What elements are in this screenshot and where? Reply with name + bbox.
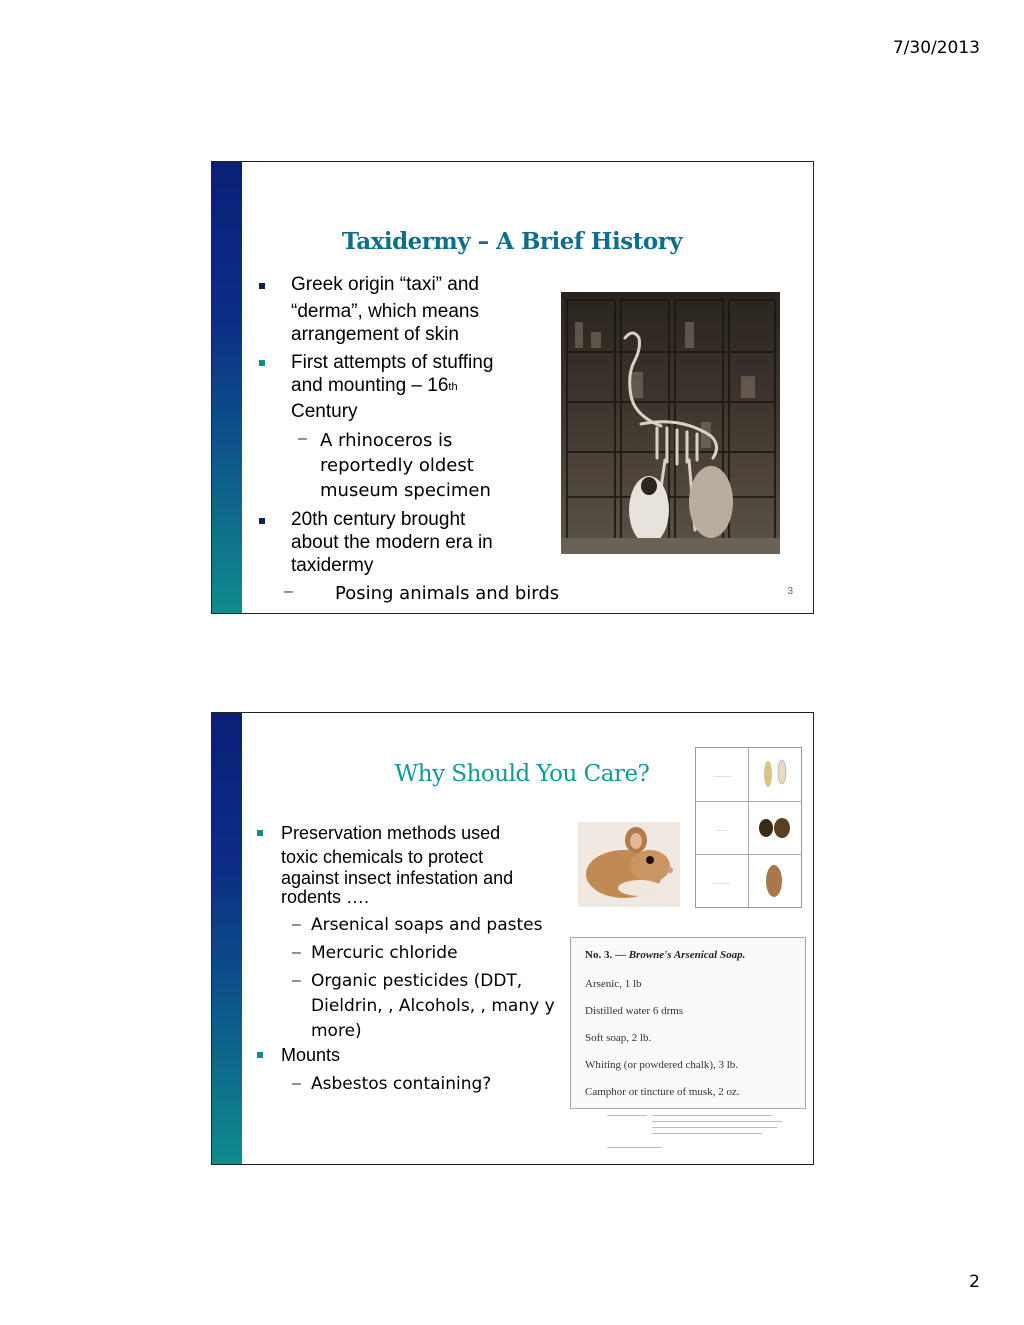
bullet-icon [259, 283, 265, 289]
bullet-icon [257, 830, 263, 836]
bullet-text-preservation: Preservation methods used toxic chemicals to protect against insect infestation and rodents …. [281, 823, 514, 907]
bullet-text-20th-century: 20th century brought about the modern era in taxidermy [291, 509, 493, 576]
caption-line [652, 1133, 762, 1134]
mouse-photo [578, 822, 680, 907]
slide-why-care [211, 712, 814, 1165]
dash-icon: – [292, 916, 301, 933]
dash-icon: – [292, 972, 301, 989]
bullet-icon [259, 360, 265, 366]
bullet-icon [259, 518, 265, 524]
sub-bullet-arsenical: Arsenical soaps and pastes [311, 915, 543, 935]
bullet-text-mounts: Mounts [281, 1045, 341, 1065]
page-date: 7/30/2013 [892, 38, 980, 58]
sub-bullet-rhinoceros: A rhinoceros is reportedly oldest museum specimen [320, 430, 491, 501]
dash-icon: – [292, 944, 301, 961]
caption-line [607, 1115, 647, 1116]
caption-line [652, 1121, 782, 1122]
slide-title: Why Should You Care? [394, 761, 650, 787]
bullet-text-greek-origin: Greek origin “taxi” and “derma”, which means arrangement of skin [291, 274, 479, 345]
dash-icon: – [298, 430, 307, 447]
slide-title: Taxidermy – A Brief History [341, 228, 683, 255]
slide-accent-bar [212, 713, 242, 1164]
museum-specimens-photo [561, 292, 780, 554]
slide-number: 3 [787, 586, 793, 597]
caption-line [652, 1115, 772, 1116]
sub-bullet-asbestos: Asbestos containing? [311, 1074, 492, 1094]
page-number: 2 [969, 1272, 980, 1292]
arsenical-soap-recipe: No. 3. — Browne's Arsenical Soap. Arsenic, 1 lb Distilled water 6 drms Soft soap, 2 lb. Whiting (or powdered chalk), 3 lb. Camphor or tincture of musk, 2 oz. [570, 937, 806, 1109]
slide-taxidermy-history [211, 161, 814, 614]
dash-icon: – [292, 1075, 301, 1092]
sub-bullet-mercuric: Mercuric chloride [311, 943, 458, 963]
sub-bullet-organic: Organic pesticides (DDT, Dieldrin, , Alcohols, , many y more) [311, 971, 555, 1041]
slide-accent-bar [212, 162, 242, 613]
bullet-icon [257, 1052, 263, 1058]
sub-bullet-posing: Posing animals and birds [335, 583, 560, 604]
caption-line [652, 1127, 777, 1128]
dash-icon: – [284, 583, 293, 600]
bullet-text-first-attempts: First attempts of stuffing and mounting – 16th Century [291, 352, 494, 422]
pest-beetle-chart: ~~~~~~~~~~ ~~~~~~ ~~~~~~~~~~ [695, 747, 802, 908]
caption-line [607, 1147, 662, 1148]
